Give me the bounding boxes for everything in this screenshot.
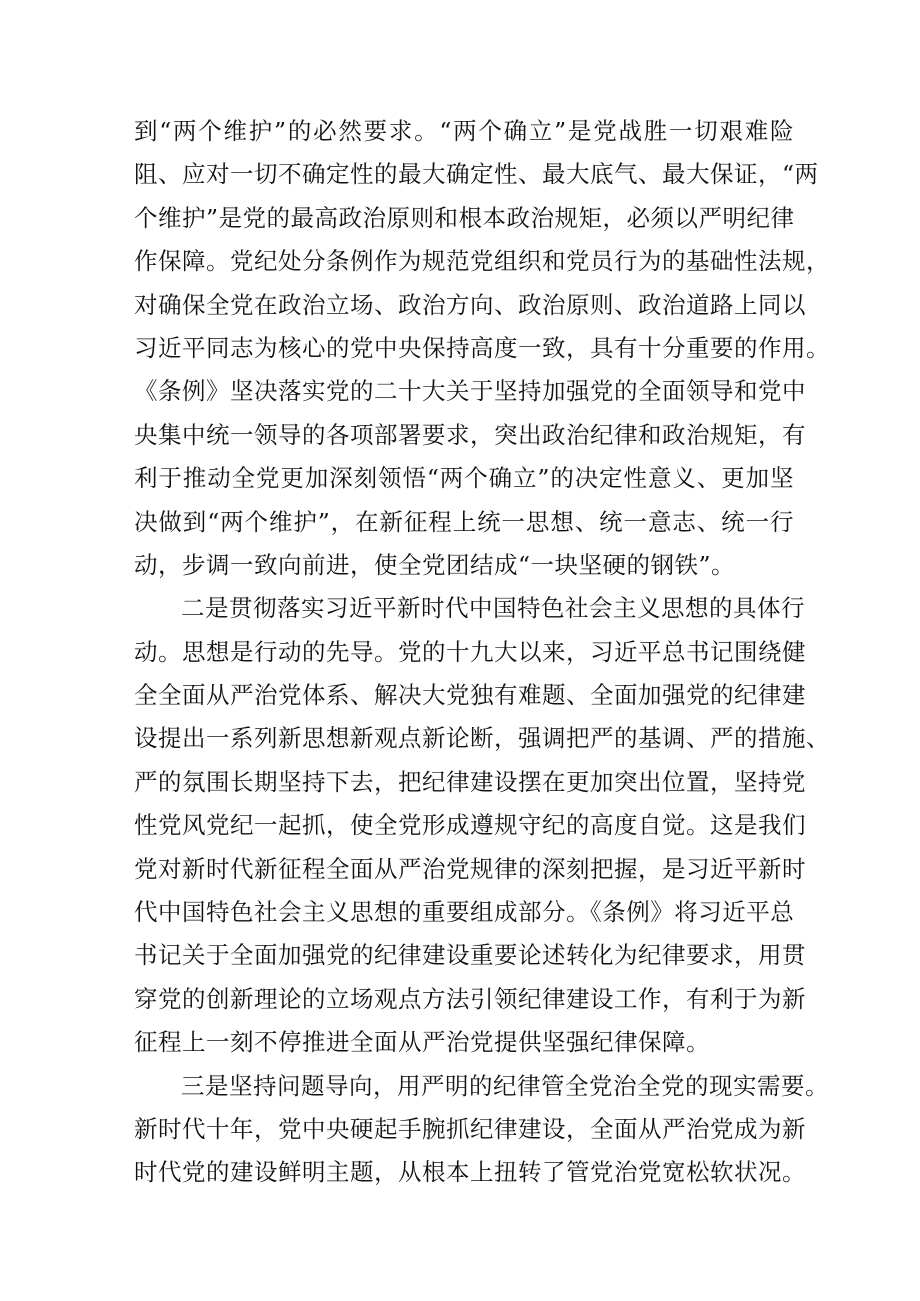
paragraph-3 xyxy=(134,1065,829,1195)
text-line: 决做到“两个维护”，在新征程上统一思想、统一意志、统一行 xyxy=(134,507,794,536)
text-line: 严的氛围长期坚持下去，把纪律建设摆在更加突出位置，坚持党 xyxy=(134,767,806,796)
text-line: 党对新时代新征程全面从严治党规律的深刻把握，是习近平新时 xyxy=(134,854,806,883)
text-line: 代中国特色社会主义思想的重要组成部分。《条例》将习近平总 xyxy=(134,898,795,927)
body-text xyxy=(134,110,830,1195)
text-line: 全全面从严治党体系、解决大党独有难题、全面加强党的纪律建 xyxy=(134,681,806,710)
text-line: 《条例》坚决落实党的二十大关于坚持加强党的全面领导和党中 xyxy=(134,377,806,406)
text-line: 书记关于全面加强党的纪律建设重要论述转化为纪律要求，用贯 xyxy=(134,941,806,970)
text-line: 央集中统一领导的各项部署要求，突出政治纪律和政治规矩，有 xyxy=(134,420,806,449)
text-line: 到“两个维护”的必然要求。“两个确立”是党战胜一切艰难险 xyxy=(134,117,794,145)
text-line: 穿党的创新理论的立场观点方法引领纪律建设工作，有利于为新 xyxy=(134,984,806,1013)
text-line: 对确保全党在政治立场、政治方向、政治原则、政治道路上同以 xyxy=(134,290,806,319)
text-line: 征程上一刻不停推进全面从严治党提供坚强纪律保障。 xyxy=(134,1028,710,1057)
text-line: 动。思想是行动的先导。党的十九大以来，习近平总书记围绕健 xyxy=(134,637,806,666)
text-line: 时代党的建设鲜明主题，从根本上扭转了管党治党宽松软状况。 xyxy=(134,1158,806,1187)
paragraph-1 xyxy=(134,110,830,587)
text-line: 三是坚持问题导向，用严明的纪律管全党治全党的现实需要。 xyxy=(181,1071,829,1100)
paragraph-2 xyxy=(134,587,830,1064)
text-line: 性党风党纪一起抓，使全党形成遵规守纪的高度自觉。这是我们 xyxy=(134,811,806,840)
text-line: 个维护”是党的最高政治原则和根本政治规矩，必须以严明纪律 xyxy=(134,203,795,232)
text-line: 利于推动全党更加深刻领悟“两个确立”的决定性意义、更加坚 xyxy=(134,464,794,493)
text-line: 新时代十年，党中央硬起手腕抓纪律建设，全面从严治党成为新 xyxy=(134,1114,806,1143)
text-line: 作保障。党纪处分条例作为规范党组织和党员行为的基础性法规， xyxy=(134,247,830,276)
text-line: 动，步调一致向前进，使全党团结成“一块坚硬的钢铁”。 xyxy=(134,550,736,579)
text-line: 习近平同志为核心的党中央保持高度一致，具有十分重要的作用。 xyxy=(134,333,830,362)
text-line: 阻、应对一切不确定性的最大确定性、最大底气、最大保证，“两 xyxy=(134,160,819,189)
text-line: 设提出一系列新思想新观点新论断，强调把严的基调、严的措施、 xyxy=(134,724,830,753)
text-line: 二是贯彻落实习近平新时代中国特色社会主义思想的具体行 xyxy=(181,594,805,623)
